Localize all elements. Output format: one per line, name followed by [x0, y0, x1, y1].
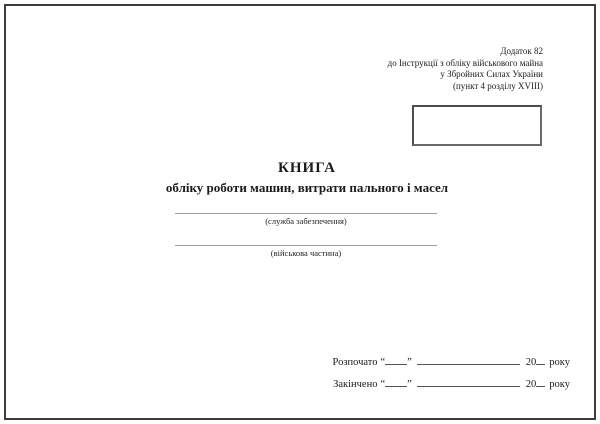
- appendix-instruction-line: до Інструкції з обліку військового майна: [387, 57, 543, 68]
- date-started-row: [333, 355, 571, 377]
- date-started-suffix: року: [549, 357, 570, 368]
- supply-service-caption: (служба забезпечення): [265, 216, 347, 226]
- title-block: [7, 160, 600, 196]
- date-started-year-prefix: 20: [525, 357, 537, 368]
- date-started-close-quote: ”: [407, 357, 412, 368]
- date-finished-year-blank: [536, 377, 545, 387]
- page-subtitle: обліку роботи машин, витрати пального і масел: [165, 180, 449, 195]
- date-finished-close-quote: ”: [407, 379, 412, 390]
- appendix-reference-block: [388, 46, 543, 92]
- date-finished-month-blank: [417, 377, 520, 387]
- date-finished-day-blank: [385, 377, 407, 387]
- date-started-year-blank: [536, 355, 545, 365]
- date-started-open-quote: “: [380, 357, 386, 368]
- date-started-label: Розпочато: [332, 357, 378, 368]
- supply-service-fill-line: [175, 204, 437, 214]
- date-started-month-blank: [417, 355, 520, 365]
- appendix-armed-forces-line: у Збройних Силах України: [440, 69, 543, 79]
- military-unit-caption: (військова частина): [270, 248, 342, 258]
- military-unit-fill-line: [175, 236, 437, 246]
- appendix-number: Додаток 82: [500, 46, 543, 56]
- military-unit-field: [175, 236, 437, 258]
- dates-block: [333, 355, 571, 399]
- date-finished-year-prefix: 20: [525, 379, 537, 390]
- supply-service-field: [175, 204, 437, 226]
- date-finished-row: [333, 377, 571, 399]
- record-number-box: [412, 105, 542, 146]
- page-title: КНИГА: [278, 160, 336, 176]
- appendix-section-line: (пункт 4 розділу XVIII): [452, 80, 543, 91]
- date-finished-open-quote: “: [380, 379, 386, 390]
- date-finished-suffix: року: [549, 379, 570, 390]
- date-finished-label: Закінчено: [333, 379, 378, 390]
- date-started-day-blank: [385, 355, 407, 365]
